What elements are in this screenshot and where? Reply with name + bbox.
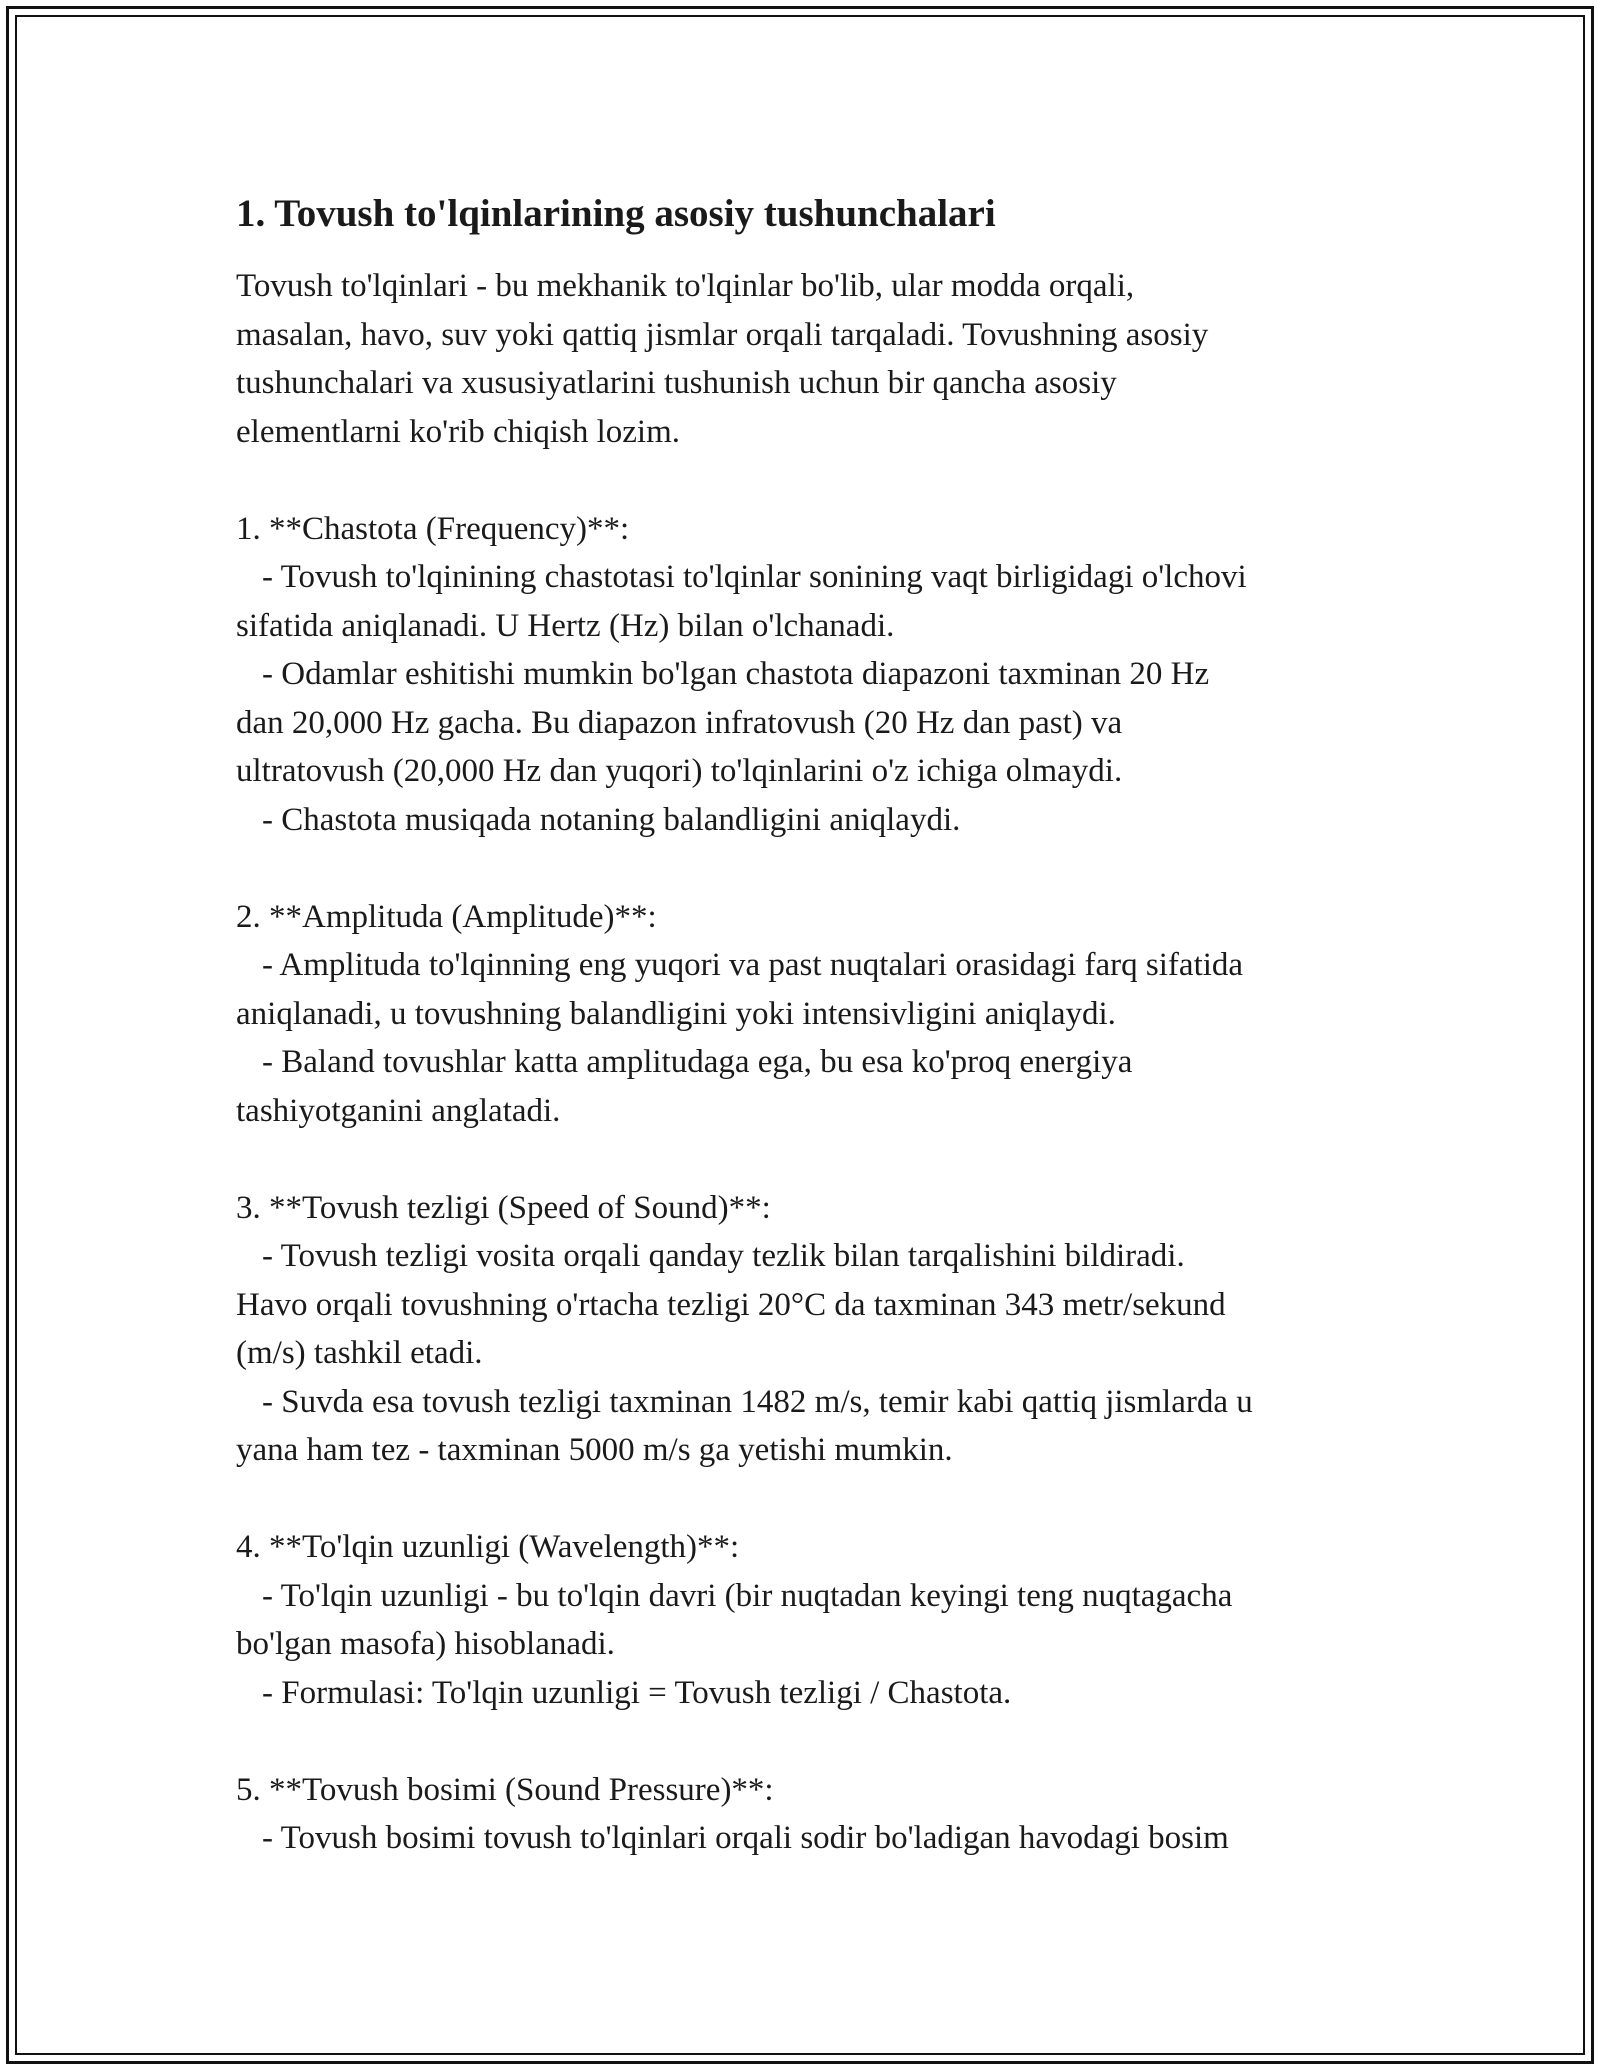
concept-continuation-line: (m/s) tashkil etadi.	[236, 1335, 483, 1371]
concept-continuation-line: dan 20,000 Hz gacha. Bu diapazon infratovush (20 Hz dan past) va	[236, 704, 1123, 741]
concept-continuation-line: yana ham tez - taxminan 5000 m/s ga yetishi mumkin.	[236, 1432, 953, 1468]
concept-item	[236, 1184, 1396, 1475]
concept-continuation-line: sifatida aniqlanadi. U Hertz (Hz) bilan o'lchanadi.	[236, 607, 895, 644]
concept-continuation-line: ultratovush (20,000 Hz dan yuqori) to'lqinlarini o'z ichiga olmaydi.	[236, 753, 1123, 789]
concept-item	[236, 505, 1396, 845]
concept-title: 5. **Tovush bosimi (Sound Pressure)**:	[236, 1771, 774, 1808]
concept-title: 1. **Chastota (Frequency)**:	[236, 510, 630, 547]
concept-title: 2. **Amplituda (Amplitude)**:	[236, 898, 657, 935]
intro-line: elementlarni ko'rib chiqish lozim.	[236, 413, 681, 450]
blank-line	[236, 1135, 1396, 1184]
intro-paragraph	[236, 262, 1396, 456]
concept-item	[236, 1523, 1396, 1717]
blank-line	[236, 844, 1396, 893]
blank-line	[236, 1475, 1396, 1524]
intro-line: tushunchalari va xususiyatlarini tushunish uchun bir qancha asosiy	[236, 365, 1117, 401]
section-heading: 1. Tovush to'lqinlarining asosiy tushunchalari	[236, 192, 996, 235]
concept-continuation-line: bo'lgan masofa) hisoblanadi.	[236, 1626, 615, 1662]
concept-continuation-line: tashiyotganini anglatadi.	[236, 1092, 561, 1129]
concept-item	[236, 1766, 1396, 1863]
concept-bullet-line: - Tovush bosimi tovush to'lqinlari orqali sodir bo'ladigan havodagi bosim	[262, 1820, 1229, 1856]
concept-item	[236, 893, 1396, 1136]
blank-line	[236, 456, 1396, 505]
concept-bullet-line: - Suvda esa tovush tezligi taxminan 1482 m/s, temir kabi qattiq jismlarda u	[262, 1383, 1253, 1420]
intro-line: masalan, havo, suv yoki qattiq jismlar orqali tarqaladi. Tovushning asosiy	[236, 316, 1209, 353]
concept-title: 3. **Tovush tezligi (Speed of Sound)**:	[236, 1189, 771, 1226]
intro-line: Tovush to'lqinlari - bu mekhanik to'lqinlar bo'lib, ular modda orqali,	[236, 268, 1135, 304]
concept-bullet-line: - Amplituda to'lqinning eng yuqori va past nuqtalari orasidagi farq sifatida	[262, 947, 1244, 983]
concept-bullet-line: - Formulasi: To'lqin uzunligi = Tovush tezligi / Chastota.	[262, 1674, 1012, 1711]
concept-bullet-line: - Tovush tezligi vosita orqali qanday tezlik bilan tarqalishini bildiradi.	[262, 1238, 1185, 1274]
concept-bullet-line: - Chastota musiqada notaning balandligini aniqlaydi.	[262, 801, 961, 838]
concept-list	[236, 456, 1396, 1863]
concept-continuation-line: aniqlanadi, u tovushning balandligini yoki intensivligini aniqlaydi.	[236, 995, 1116, 1032]
concept-bullet-line: - Baland tovushlar katta amplitudaga ega, bu esa ko'proq energiya	[262, 1044, 1133, 1080]
concept-title: 4. **To'lqin uzunligi (Wavelength)**:	[236, 1529, 740, 1565]
blank-line	[236, 1717, 1396, 1766]
concept-bullet-line: - Tovush to'lqinining chastotasi to'lqinlar sonining vaqt birligidagi o'lchovi	[262, 559, 1247, 595]
concept-bullet-line: - To'lqin uzunligi - bu to'lqin davri (bir nuqtadan keyingi teng nuqtagacha	[262, 1577, 1233, 1614]
concept-continuation-line: Havo orqali tovushning o'rtacha tezligi 20°C da taxminan 343 metr/sekund	[236, 1286, 1226, 1323]
document-body	[236, 186, 1396, 1863]
concept-bullet-line: - Odamlar eshitishi mumkin bo'lgan chastota diapazoni taxminan 20 Hz	[262, 656, 1210, 692]
